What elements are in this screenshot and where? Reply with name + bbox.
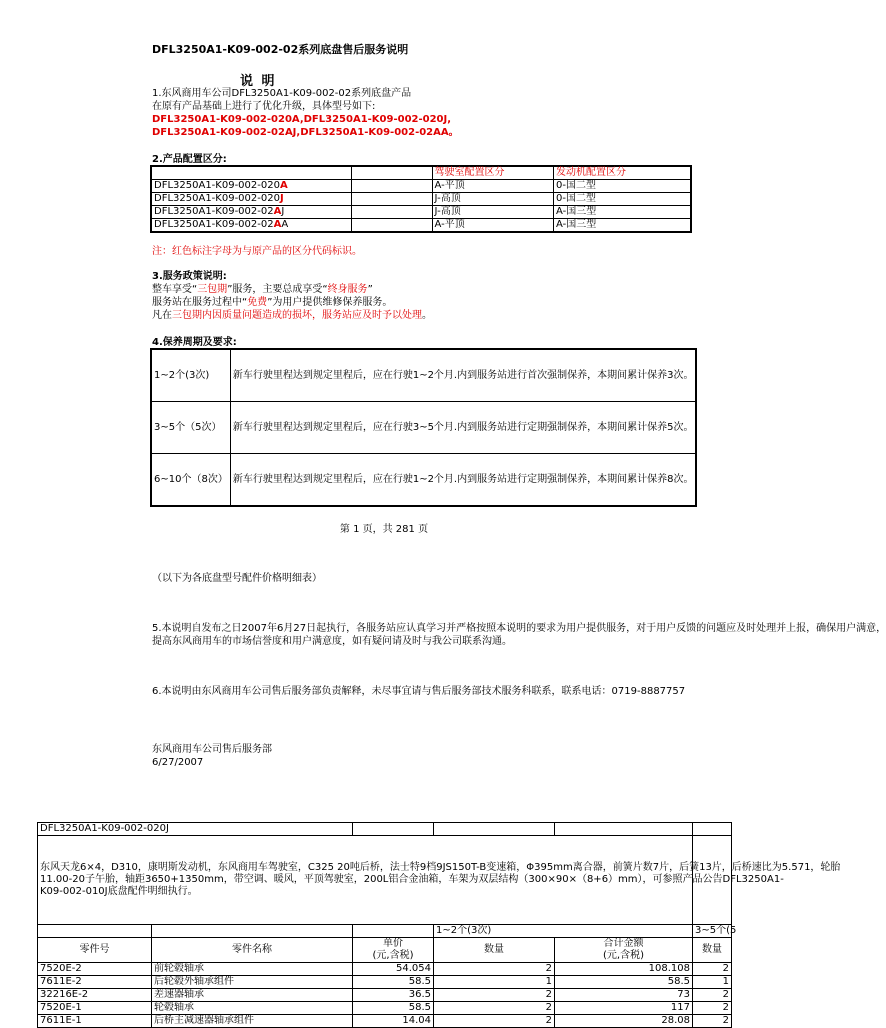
sec6-line: 6.本说明由东风商用车公司售后服务部负责解释，未尽事宜请与售后服务部技术服务科联系，联系电话：0719-8887757 — [152, 686, 686, 697]
part-name: 轮毂轴承 — [152, 1002, 353, 1015]
table-row — [38, 1002, 732, 1015]
qty: 2 — [434, 1002, 555, 1015]
total: 117 — [555, 1002, 693, 1015]
parts-model-row — [38, 823, 732, 836]
qty: 2 — [434, 963, 555, 976]
desc-line: K09-002-010J底盘配件明细执行。 — [40, 886, 198, 897]
parts-desc-row — [38, 836, 732, 925]
sec1-models-line2: DFL3250A1-K09-002-02AJ,DFL3250A1-K09-002-02AA。 — [152, 127, 459, 138]
part-no: 7611E-1 — [38, 1015, 152, 1028]
config-row — [151, 193, 691, 206]
sec3-line1 — [152, 283, 373, 296]
model-suffix: A — [281, 219, 289, 230]
table-row — [38, 976, 732, 989]
part-name: 后轮毂外轴承组件 — [152, 976, 353, 989]
text-span: ”服务，主要总成享受“ — [227, 284, 328, 295]
parts-table — [37, 822, 841, 1028]
header-unit-price: 单价 (元,含税) — [353, 938, 434, 963]
total: 58.5 — [555, 976, 693, 989]
parts-description — [38, 836, 841, 925]
config-model-cell — [151, 206, 352, 219]
model-prefix: DFL3250A1-K09-002-020 — [154, 193, 280, 204]
maintenance-desc: 新车行驶里程达到规定里程后，应在行驶1~2个月.内到服务站进行定期强制保养，本期间累计保养8次。 — [230, 454, 696, 507]
model-prefix: DFL3250A1-K09-002-02 — [154, 219, 274, 230]
maintenance-row — [151, 349, 696, 402]
maintenance-desc: 新车行驶里程达到规定里程后，应在行驶1~2个月.内到服务站进行首次强制保养，本期间累计保养3次。 — [230, 349, 696, 402]
config-model-cell — [151, 180, 352, 193]
qty: 2 — [434, 1015, 555, 1028]
sec3-line2 — [152, 296, 392, 309]
empty-cell — [353, 925, 434, 938]
sec1-models-line1: DFL3250A1-K09-002-020A,DFL3250A1-K09-002-020J, — [152, 114, 452, 125]
total: 73 — [555, 989, 693, 1002]
period-1: 1~2个(3次) — [434, 925, 693, 938]
text-span: 。 — [422, 310, 432, 321]
qty: 2 — [434, 989, 555, 1002]
part-name: 后桥主减速器轴承组件 — [152, 1015, 353, 1028]
maintenance-table — [150, 348, 697, 507]
highlight-text: 免费 — [247, 297, 268, 308]
config-engine-cell: 0-国二型 — [553, 180, 691, 193]
header-part-no: 零件号 — [38, 938, 152, 963]
unit-price: 36.5 — [353, 989, 434, 1002]
unit-price: 54.054 — [353, 963, 434, 976]
empty-cell — [38, 925, 152, 938]
empty-cell — [353, 823, 434, 836]
part-no: 7611E-2 — [38, 976, 152, 989]
qty-2: 2 — [693, 963, 732, 976]
config-engine-cell: A-国三型 — [553, 219, 691, 233]
document-title: DFL3250A1-K09-002-02系列底盘售后服务说明 — [152, 43, 409, 56]
maintenance-desc: 新车行驶里程达到规定里程后，应在行驶3~5个月.内到服务站进行定期强制保养，本期间累计保养5次。 — [230, 402, 696, 454]
parts-period-row — [38, 925, 732, 938]
config-row — [151, 219, 691, 233]
header-total: 合计金额 (元,含税) — [555, 938, 693, 963]
config-row — [151, 206, 691, 219]
sec3-line3 — [152, 309, 432, 322]
config-model-cell — [151, 193, 352, 206]
period-2: 3~5个(5 — [693, 925, 732, 938]
config-cab-cell: A-平顶 — [432, 180, 553, 193]
text-span: 整车享受“ — [152, 284, 198, 295]
header-part-name: 零件名称 — [152, 938, 353, 963]
section-heading: 说 明 — [240, 74, 277, 89]
config-cell — [352, 193, 432, 206]
text-span: ”为用户提供维修保养服务。 — [267, 297, 393, 308]
config-cell — [352, 206, 432, 219]
qty: 1 — [434, 976, 555, 989]
config-header-cell — [151, 166, 352, 180]
sec1-line1: 1.东风商用车公司DFL3250A1-K09-002-02系列底盘产品 — [152, 88, 412, 99]
config-cab-cell: J-高顶 — [432, 193, 553, 206]
config-model-cell — [151, 219, 352, 233]
config-table — [150, 165, 692, 233]
sec2-title: 2.产品配置区分: — [152, 154, 227, 165]
empty-cell — [434, 823, 555, 836]
qty-2: 1 — [693, 976, 732, 989]
qty-2: 2 — [693, 1002, 732, 1015]
sec3-title: 3.服务政策说明: — [152, 271, 227, 282]
config-header-cell — [352, 166, 432, 180]
config-table-header — [151, 166, 691, 180]
parts-model: DFL3250A1-K09-002-020J — [38, 823, 353, 836]
unit-price: 58.5 — [353, 1002, 434, 1015]
part-no: 7520E-2 — [38, 963, 152, 976]
unit-price: 58.5 — [353, 976, 434, 989]
part-no: 32216E-2 — [38, 989, 152, 1002]
maintenance-period: 3~5个（5次） — [151, 402, 230, 454]
table-row — [38, 1015, 732, 1028]
parts-header-row — [38, 938, 732, 963]
maintenance-row — [151, 454, 696, 507]
model-prefix: DFL3250A1-K09-002-02 — [154, 206, 274, 217]
empty-cell — [152, 925, 353, 938]
total: 108.108 — [555, 963, 693, 976]
desc-line: 11.00-20子午胎，轴距3650+1350mm，带空调、暖风，平顶驾驶室，200L铝合金油箱，车架为双层结构（300×90×（8+6）mm），可参照产品公告DFL3250A1- — [40, 874, 784, 885]
model-mark: A — [273, 206, 282, 217]
sec5-line1: 5.本说明自发布之日2007年6月27日起执行，各服务站应认真学习并严格按照本说明的要求为用户提供服务，对于用户反馈的问题应及时处理并上报，确保用户满意， — [152, 623, 886, 634]
empty-cell — [555, 823, 693, 836]
model-mark: A — [273, 219, 282, 230]
table-row — [38, 963, 732, 976]
sec5-line2: 提高东风商用车的市场信誉度和用户满意度，如有疑问请及时与我公司联系沟通。 — [152, 636, 512, 647]
model-prefix: DFL3250A1-K09-002-020 — [154, 180, 280, 191]
text-span: ” — [367, 284, 373, 295]
total: 28.08 — [555, 1015, 693, 1028]
config-cell — [352, 180, 432, 193]
desc-line: 东风天龙6×4，D310，康明斯发动机，东风商用车驾驶室，C325 20吨后桥，法士特9档9JS150T-B变速箱，Φ395mm离合器，前簧片数7片，后簧13片，后桥速比为5.571，轮胎 — [40, 862, 841, 873]
qty-2: 2 — [693, 989, 732, 1002]
page-number: 第 1 页，共 281 页 — [339, 524, 429, 535]
highlight-text: 终身服务 — [327, 284, 368, 295]
qty-2: 2 — [693, 1015, 732, 1028]
config-header-engine: 发动机配置区分 — [553, 166, 691, 180]
table-row — [38, 989, 732, 1002]
config-cab-cell: A-平顶 — [432, 219, 553, 233]
config-engine-cell: 0-国二型 — [553, 193, 691, 206]
config-cell — [352, 219, 432, 233]
config-engine-cell: A-国三型 — [553, 206, 691, 219]
note-line: （以下为各底盘型号配件价格明细表） — [152, 573, 322, 584]
part-name: 前轮毂轴承 — [152, 963, 353, 976]
unit-price: 14.04 — [353, 1015, 434, 1028]
header-qty-2: 数量 — [693, 938, 732, 963]
signature: 东风商用车公司售后服务部 — [152, 744, 272, 755]
sec4-title: 4.保养周期及要求: — [152, 337, 237, 348]
config-header-cab: 驾驶室配置区分 — [432, 166, 553, 180]
config-note: 注：红色标注字母为与原产品的区分代码标识。 — [152, 246, 362, 257]
model-mark: J — [279, 193, 284, 204]
maintenance-row — [151, 402, 696, 454]
model-suffix: J — [281, 206, 285, 217]
config-cab-cell: J-高顶 — [432, 206, 553, 219]
header-qty: 数量 — [434, 938, 555, 963]
text-span: 服务站在服务过程中“ — [152, 297, 248, 308]
highlight-text: 三包期 — [197, 284, 228, 295]
maintenance-period: 1~2个(3次) — [151, 349, 230, 402]
highlight-text: 三包期内因质量问题造成的损坏，服务站应及时予以处理 — [172, 310, 422, 321]
config-row — [151, 180, 691, 193]
date: 6/27/2007 — [152, 757, 204, 768]
part-name: 差速器轴承 — [152, 989, 353, 1002]
empty-cell — [693, 823, 732, 836]
text-span: 凡在 — [152, 310, 172, 321]
maintenance-period: 6~10个（8次） — [151, 454, 230, 507]
sec1-line2: 在原有产品基础上进行了优化升级，具体型号如下: — [152, 101, 376, 112]
model-mark: A — [279, 180, 288, 191]
part-no: 7520E-1 — [38, 1002, 152, 1015]
